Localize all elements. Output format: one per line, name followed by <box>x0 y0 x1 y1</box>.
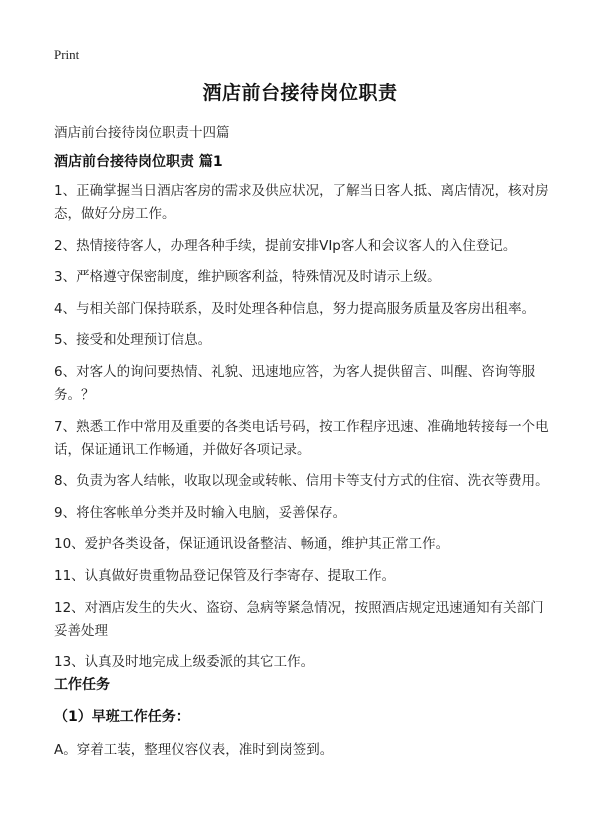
duty-item-12: 12、对酒店发生的失火、盗窃、急病等紧急情况，按照酒店规定迅速通知有关部门妥善处理 <box>54 599 544 639</box>
task-line-a: A。穿着工装，整理仪容仪表，准时到岗签到。 <box>54 742 334 758</box>
duty-item-13: 13、认真及时地完成上级委派的其它工作。 <box>54 654 315 671</box>
print-label: Print <box>54 47 80 62</box>
morning-shift-heading: （1）早班工作任务： <box>54 709 190 725</box>
duty-item-9: 9、将住客帐单分类并及时输入电脑，妥善保存。 <box>54 504 347 521</box>
duty-item-3: 3、严格遵守保密制度，维护顾客利益，特殊情况及时请示上级。 <box>54 269 441 286</box>
document-title: 酒店前台接待岗位职责 <box>202 82 398 104</box>
duty-item-6: 6、对客人的询问要热情、礼貌、迅速地应答，为客人提供留言、叫醒、咨询等服务。？ <box>54 363 536 403</box>
duty-item-1: 1、正确掌握当日酒店客房的需求及供应状况，了解当日客人抵、离店情况，核对房态，做好分房工作。 <box>54 183 549 222</box>
document-subtitle: 酒店前台接待岗位职责十四篇 <box>54 125 230 141</box>
section-heading: 酒店前台接待岗位职责 篇1 <box>54 154 223 170</box>
duty-item-5: 5、接受和处理预订信息。 <box>54 332 212 349</box>
duty-item-2: 2、热情接待客人，办理各种手续，提前安排VIp客人和会议客人的入住登记。 <box>54 237 517 254</box>
duty-list <box>54 180 554 683</box>
duty-item-8: 8、负责为客人结帐，收取以现金或转帐、信用卡等支付方式的住宿、洗衣等费用。 <box>54 473 549 490</box>
duty-item-11: 11、认真做好贵重物品登记保管及行李寄存、提取工作。 <box>54 567 396 584</box>
duty-item-7: 7、熟悉工作中常用及重要的各类电话号码，按工作程序迅速、准确地转接每一个电话，保证通讯工作畅通，并做好各项记录。 <box>54 418 549 458</box>
tasks-heading: 工作任务 <box>54 677 110 693</box>
duty-item-4: 4、与相关部门保持联系，及时处理各种信息，努力提高服务质量及客房出租率。 <box>54 300 536 317</box>
duty-item-10: 10、爱护各类设备，保证通讯设备整洁、畅通，维护其正常工作。 <box>54 536 450 553</box>
